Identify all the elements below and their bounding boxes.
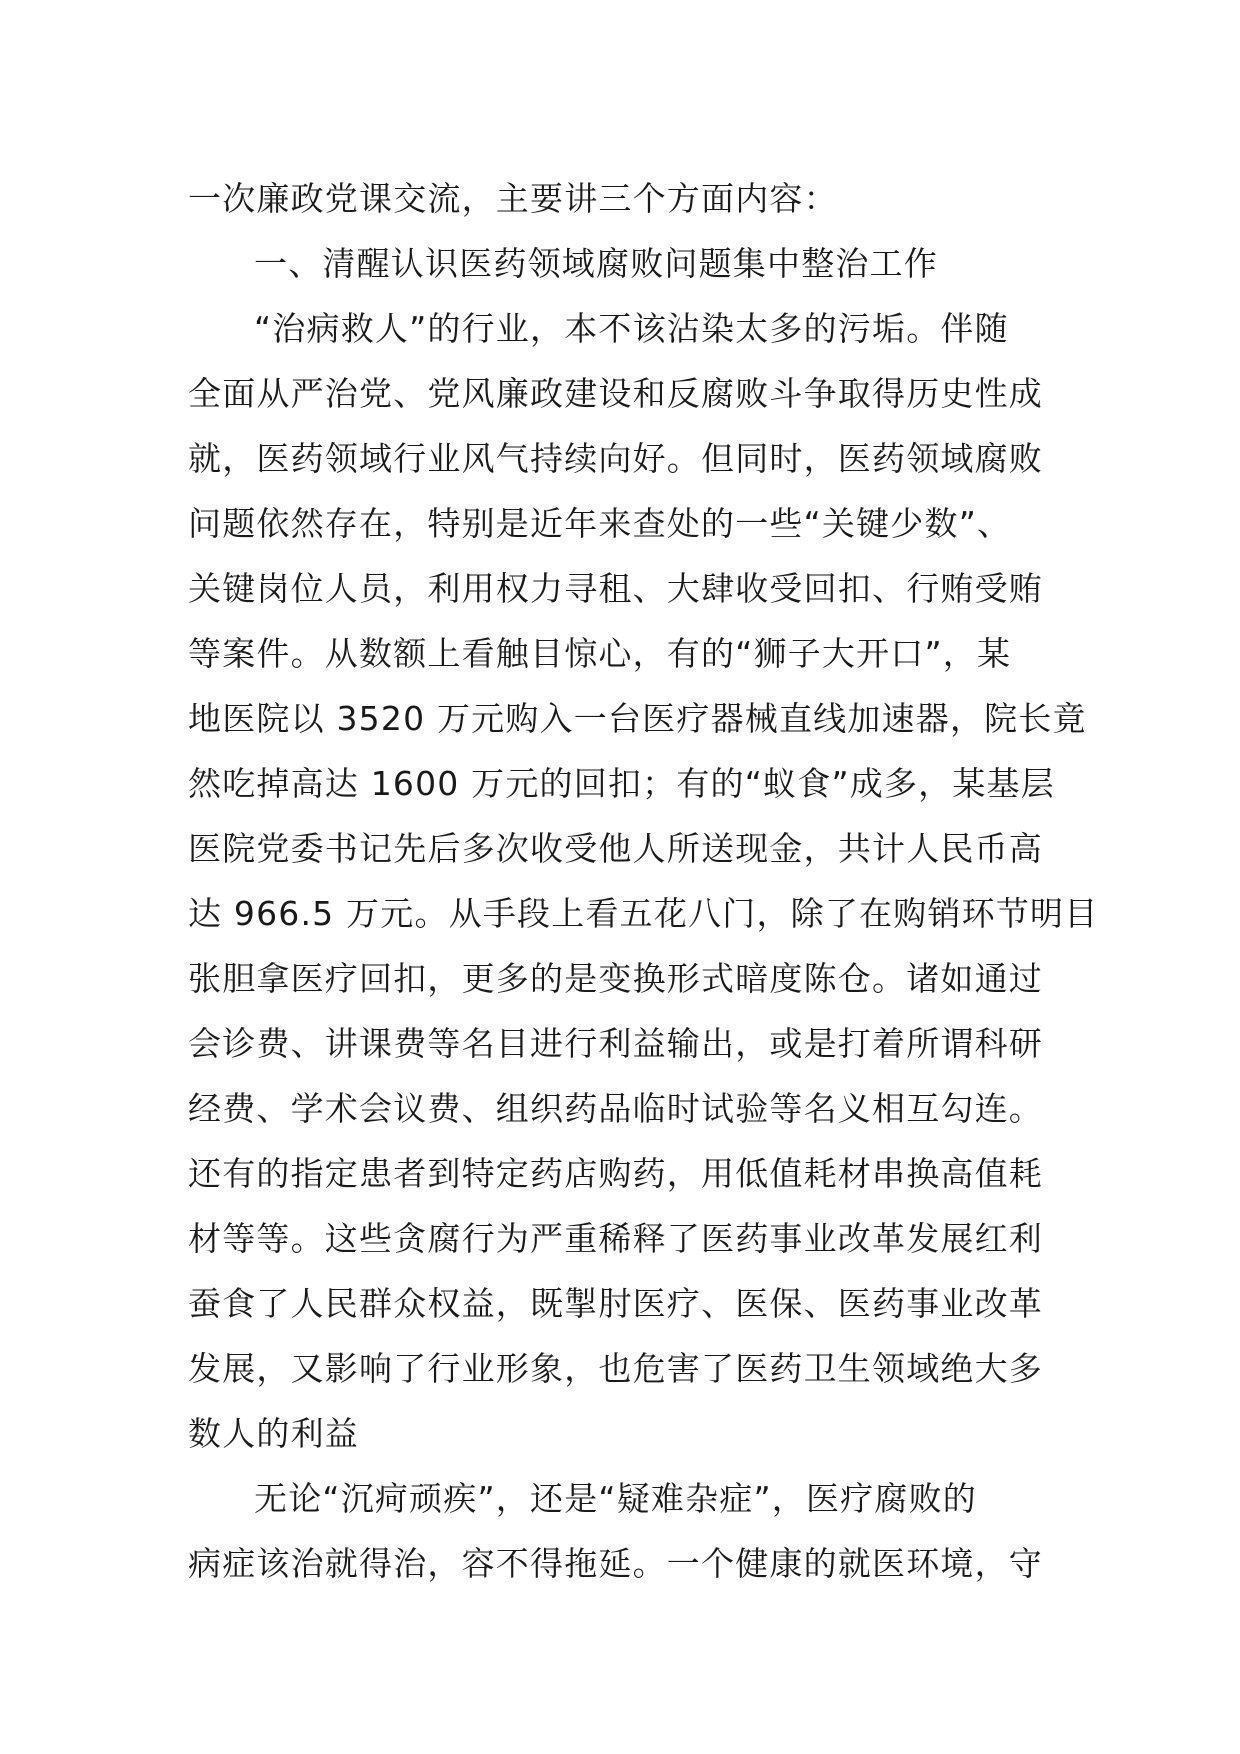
paragraph-line: 经费、学术会议费、组织药品临时试验等名义相互勾连。 [188, 1089, 1043, 1128]
paragraph-line: 还有的指定患者到特定药店购药，用低值耗材串换高值耗 [188, 1154, 1043, 1193]
section-heading: 一、清醒认识医药领域腐败问题集中整治工作 [254, 244, 938, 283]
paragraph-line: 达 966.5 万元。从手段上看五花八门，除了在购销环节明目 [188, 894, 1099, 933]
paragraph-line: 就，医药领域行业风气持续向好。但同时，医药领域腐败 [188, 439, 1043, 478]
paragraph-line: 全面从严治党、党风廉政建设和反腐败斗争取得历史性成 [188, 374, 1043, 413]
paragraph-1 [188, 296, 1099, 1466]
paragraph-line: 关键岗位人员，利用权力寻租、大肆收受回扣、行贿受贿 [188, 569, 1043, 608]
paragraph-line: 发展，又影响了行业形象，也危害了医药卫生领域绝大多 [188, 1349, 1043, 1388]
paragraph-line: 然吃掉高达 1600 万元的回扣；有的“蚁食”成多，某基层 [188, 764, 1055, 803]
paragraph-line: 数人的利益 [188, 1414, 359, 1453]
paragraph-line: 等案件。从数额上看触目惊心，有的“狮子大开口”，某 [188, 634, 1012, 673]
paragraph-line: “治病救人”的行业，本不该沾染太多的污垢。伴随 [254, 309, 1009, 348]
paragraph-line: 张胆拿医疗回扣，更多的是变换形式暗度陈仓。诸如通过 [188, 959, 1043, 998]
intro-line: 一次廉政党课交流，主要讲三个方面内容： [188, 179, 838, 218]
paragraph-line: 会诊费、讲课费等名目进行利益输出，或是打着所谓科研 [188, 1024, 1043, 1063]
document-body [188, 166, 1099, 1596]
paragraph-line: 问题依然存在，特别是近年来查处的一些“关键少数”、 [188, 504, 1012, 543]
paragraph-line: 蚕食了人民群众权益，既掣肘医疗、医保、医药事业改革 [188, 1284, 1043, 1323]
paragraph-line: 材等等。这些贪腐行为严重稀释了医药事业改革发展红利 [188, 1219, 1043, 1258]
paragraph-2 [188, 1466, 1058, 1596]
paragraph-line: 地医院以 3520 万元购入一台医疗器械直线加速器，院长竟 [188, 699, 1087, 738]
paragraph-line: 无论“沉疴顽疾”，还是“疑难杂症”，医疗腐败的 [254, 1479, 977, 1518]
paragraph-line: 医院党委书记先后多次收受他人所送现金，共计人民币高 [188, 829, 1043, 868]
paragraph-line: 病症该治就得治，容不得拖延。一个健康的就医环境，守 [188, 1544, 1043, 1583]
